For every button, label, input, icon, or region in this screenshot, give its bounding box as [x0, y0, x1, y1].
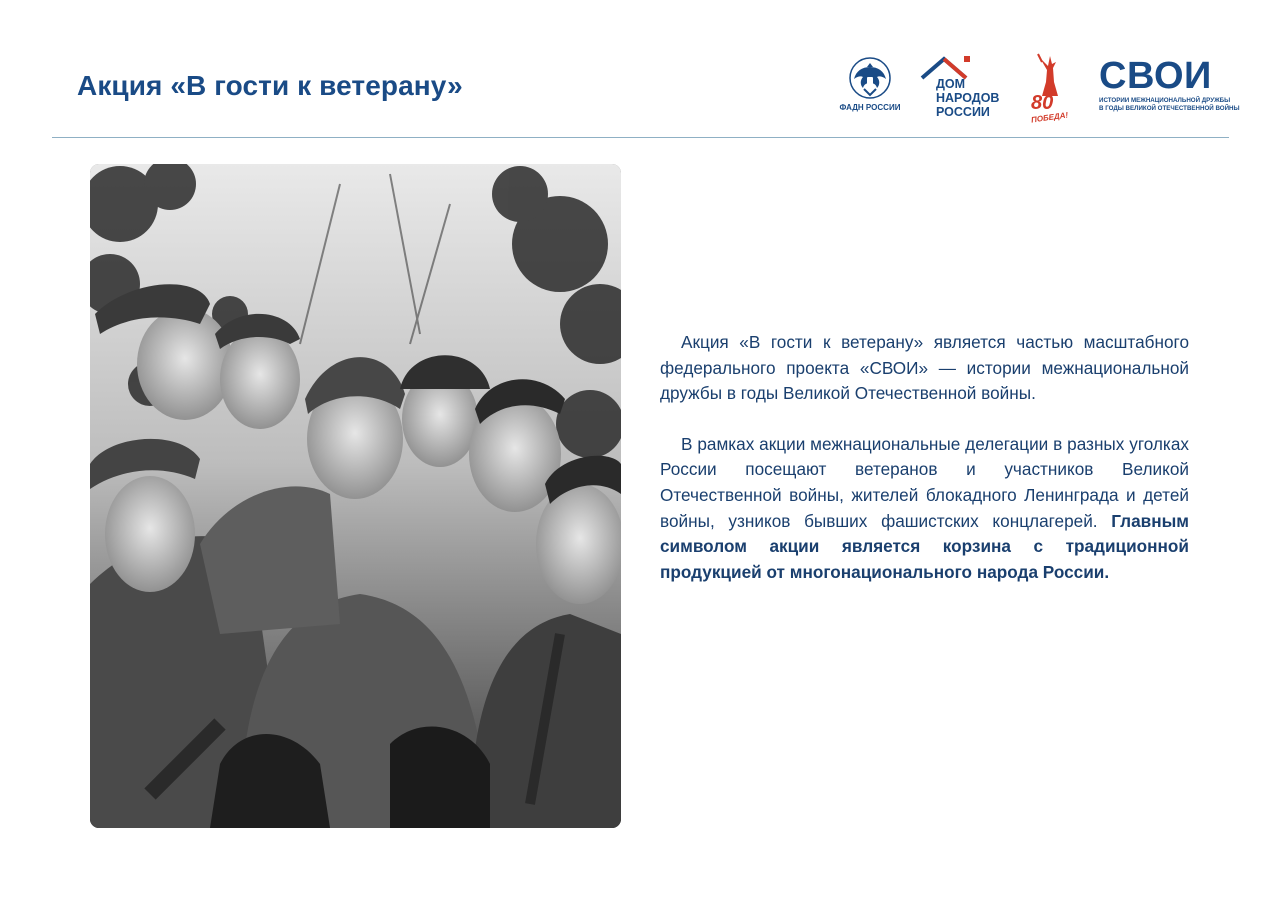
page-title: Акция «В гости к ветерану» [77, 70, 463, 101]
pobeda-number: 80 [1031, 92, 1054, 114]
veterans-photo [90, 164, 621, 828]
fadn-caption: ФАДН РОССИИ [839, 103, 901, 112]
paragraph-2-bold: Главным символом акции является корзина с традиционной продукцией от многонационального народа России. [660, 510, 1189, 582]
svoi-subtitle-1: ИСТОРИИ МЕЖНАЦИОНАЛЬНОЙ ДРУЖБЫ [1099, 97, 1231, 104]
double-headed-eagle-icon [848, 55, 892, 101]
paragraph-2-regular: В рамках акции межнациональные делегации в разных уголках России посещают ветеранов и участников Великой Отечественной войны, жителей блокадного Ленинграда и детей войны, узников бывших фашистских концлагерей. [660, 433, 1189, 531]
svoi-title: СВОИ [1099, 55, 1212, 97]
dom-line-2: НАРОДОВ [936, 91, 1000, 105]
description-text [660, 330, 1189, 585]
header-divider [52, 137, 1229, 138]
soldiers-group-photo [90, 164, 621, 828]
pobeda-word: ПОБЕДА! [1030, 110, 1069, 125]
description-paragraph-1: Акция «В гости к ветерану» является частью масштабного федерального проекта «СВОИ» — истории межнациональной дружбы в годы Великой Отечественной войны. [660, 332, 1189, 404]
fadn-logo [831, 55, 909, 121]
dom-line-3: РОССИИ [936, 105, 990, 119]
description-paragraph-2 [660, 432, 1189, 586]
dom-line-1: ДОМ [936, 77, 966, 91]
dom-narodov-logo [920, 56, 1016, 120]
pobeda-80-logo [1028, 52, 1070, 125]
svoi-logo [1099, 55, 1240, 117]
svoi-subtitle-2: В ГОДЫ ВЕЛИКОЙ ОТЕЧЕСТВЕННОЙ ВОЙНЫ [1099, 105, 1240, 112]
